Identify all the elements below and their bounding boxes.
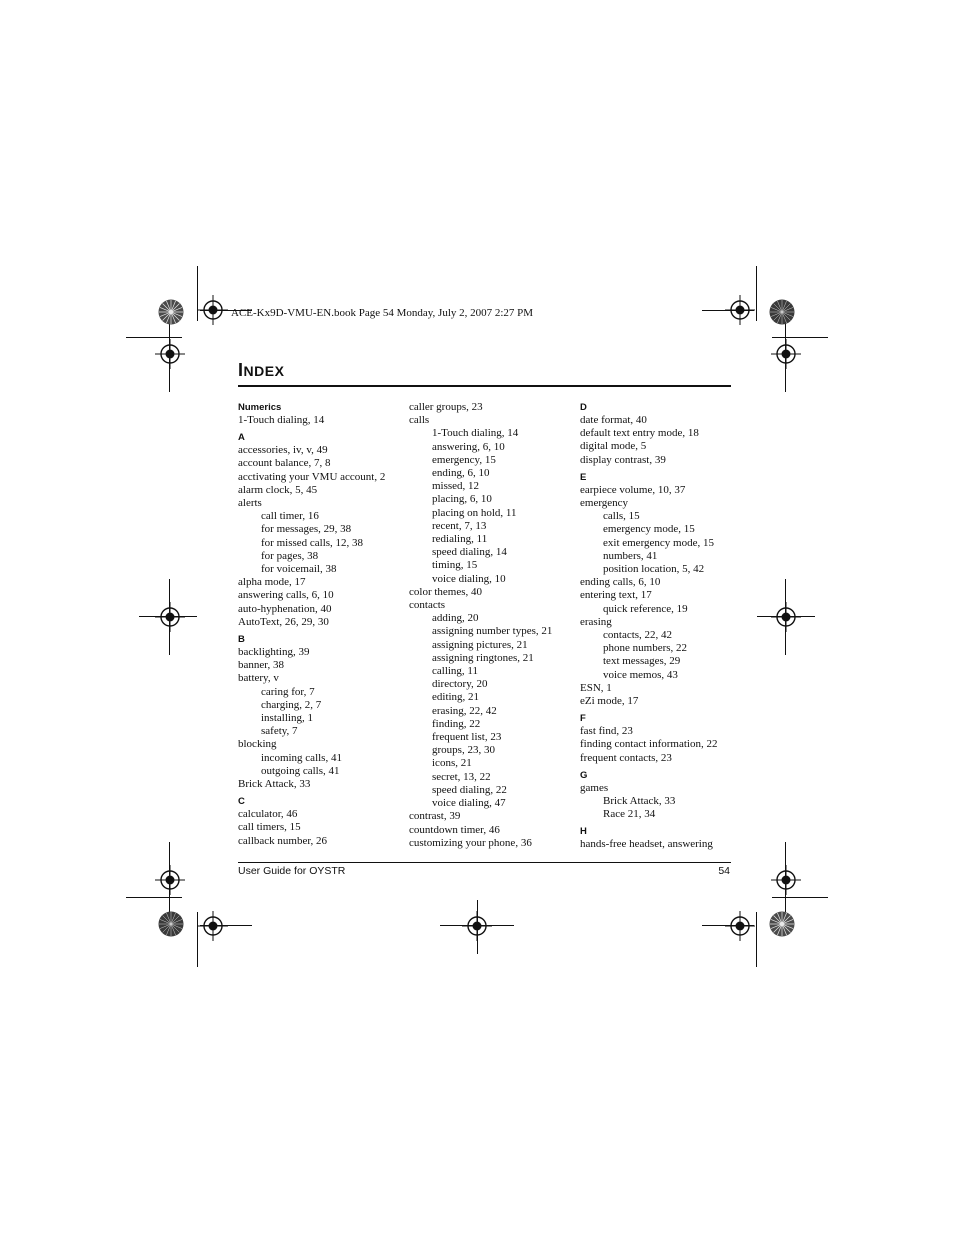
- index-subentry: text messages, 29: [603, 655, 681, 668]
- index-entry: emergency: [580, 497, 629, 510]
- index-subentry: placing on hold, 11: [432, 506, 517, 519]
- index-section-letter: A: [238, 432, 245, 444]
- index-subentry: missed, 12: [432, 480, 480, 493]
- index-subentry: charging, 2, 7: [261, 698, 322, 711]
- index-entry: contacts: [409, 599, 446, 612]
- index-entry: alerts: [238, 497, 262, 510]
- index-subentry: calls, 15: [603, 510, 640, 523]
- index-entry: AutoText, 26, 29, 30: [238, 615, 329, 628]
- index-entry: digital mode, 5: [580, 440, 647, 453]
- index-entry: erasing: [580, 615, 612, 628]
- index-entry: caller groups, 23: [409, 401, 483, 413]
- index-entry: call timers, 15: [238, 821, 301, 834]
- index-subentry: timing, 15: [432, 559, 478, 572]
- starburst-rosette-icon: [769, 911, 795, 937]
- index-subentry: Brick Attack, 33: [603, 795, 676, 808]
- index-subentry: ending, 6, 10: [432, 467, 490, 480]
- index-subentry: assigning ringtones, 21: [432, 651, 534, 664]
- registration-target-icon: [462, 911, 492, 941]
- title-initial: I: [238, 360, 244, 380]
- index-subentry: caring for, 7: [261, 685, 315, 698]
- index-entry: countdown timer, 46: [409, 823, 500, 836]
- index-subentry: speed dialing, 22: [432, 783, 507, 796]
- index-subentry: adding, 20: [432, 612, 479, 625]
- index-subentry: voice dialing, 10: [432, 572, 506, 585]
- title-small-caps: NDEX: [243, 363, 285, 379]
- index-section-letter: E: [580, 471, 587, 483]
- index-subentry: assigning pictures, 21: [432, 638, 528, 651]
- starburst-rosette-icon: [158, 911, 184, 937]
- index-subentry: redialing, 11: [432, 533, 488, 546]
- page-number: 54: [718, 865, 730, 877]
- index-subentry: directory, 20: [432, 678, 488, 691]
- index-entry: auto-hyphenation, 40: [238, 602, 332, 615]
- index-entry: accessories, iv, v, 49: [238, 444, 328, 457]
- index-subentry: icons, 21: [432, 757, 472, 770]
- print-slug-line: ACE-Kx9D-VMU-EN.book Page 54 Monday, July 2, 2007 2:27 PM: [231, 307, 534, 319]
- index-subentry: erasing, 22, 42: [432, 704, 497, 717]
- footer-rule: [238, 862, 731, 863]
- registration-target-icon: [198, 911, 228, 941]
- index-section-letter: Numerics: [238, 402, 282, 413]
- index-entry: frequent contacts, 23: [580, 751, 672, 764]
- index-subentry: installing, 1: [261, 712, 313, 725]
- index-column-2: [409, 401, 552, 850]
- index-entry: customizing your phone, 36: [409, 836, 532, 849]
- index-subentry: emergency mode, 15: [603, 523, 695, 536]
- index-entry: eZi mode, 17: [580, 695, 639, 708]
- starburst-rosette-icon: [769, 299, 795, 325]
- index-entry: callback number, 26: [238, 834, 328, 847]
- index-entry: answering calls, 6, 10: [238, 589, 334, 602]
- index-entry: calculator, 46: [238, 808, 298, 821]
- index-section-letter: B: [238, 634, 245, 646]
- index-subentry: calling, 11: [432, 665, 479, 678]
- index-entry: fast find, 23: [580, 725, 633, 738]
- index-subentry: incoming calls, 41: [261, 751, 342, 764]
- registration-target-icon: [155, 602, 185, 632]
- index-entry: hands-free headset, answering: [580, 838, 713, 851]
- index-section-letter: H: [580, 826, 587, 838]
- index-subentry: for pages, 38: [261, 549, 319, 562]
- index-entry: ending calls, 6, 10: [580, 576, 661, 589]
- index-subentry: 1-Touch dialing, 14: [432, 427, 519, 440]
- index-subentry: recent, 7, 13: [432, 519, 487, 532]
- index-section-letter: C: [238, 796, 245, 808]
- index-subentry: safety, 7: [261, 725, 298, 738]
- index-subentry: groups, 23, 30: [432, 744, 495, 757]
- registration-target-icon: [725, 911, 755, 941]
- index-subentry: call timer, 16: [261, 510, 319, 523]
- index-subentry: finding, 22: [432, 717, 481, 730]
- index-entry: entering text, 17: [580, 589, 652, 602]
- index-subentry: position location, 5, 42: [603, 563, 705, 576]
- index-subentry: frequent list, 23: [432, 731, 502, 744]
- index-entry: Brick Attack, 33: [238, 778, 311, 791]
- index-subentry: voice memos, 43: [603, 668, 678, 681]
- index-subentry: for voicemail, 38: [261, 563, 337, 576]
- index-entry: finding contact information, 22: [580, 738, 718, 751]
- index-subentry: numbers, 41: [603, 549, 658, 562]
- index-entry: 1-Touch dialing, 14: [238, 414, 325, 426]
- index-subentry: for messages, 29, 38: [261, 523, 352, 536]
- index-entry: contrast, 39: [409, 810, 461, 823]
- page-title: [238, 360, 284, 381]
- index-entry: default text entry mode, 18: [580, 427, 699, 440]
- registration-target-icon: [725, 295, 755, 325]
- index-entry: banner, 38: [238, 659, 284, 672]
- index-subentry: Race 21, 34: [603, 808, 656, 821]
- index-subentry: quick reference, 19: [603, 602, 688, 615]
- index-entry: acctivating your VMU account, 2: [238, 470, 386, 483]
- index-entry: earpiece volume, 10, 37: [580, 483, 686, 496]
- index-subentry: for missed calls, 12, 38: [261, 536, 364, 549]
- index-subentry: contacts, 22, 42: [603, 629, 673, 642]
- registration-target-icon: [771, 339, 801, 369]
- index-subentry: phone numbers, 22: [603, 642, 688, 655]
- index-section-letter: D: [580, 402, 587, 413]
- index-subentry: placing, 6, 10: [432, 493, 492, 506]
- registration-target-icon: [198, 295, 228, 325]
- index-entry: calls: [409, 414, 430, 427]
- index-entry: ESN, 1: [580, 681, 612, 694]
- index-column-3: [580, 401, 717, 852]
- registration-target-icon: [155, 865, 185, 895]
- registration-target-icon: [771, 865, 801, 895]
- index-section-letter: G: [580, 769, 588, 781]
- index-section-letter: F: [580, 713, 586, 725]
- index-subentry: exit emergency mode, 15: [603, 536, 714, 549]
- index-entry: alpha mode, 17: [238, 576, 306, 589]
- starburst-rosette-icon: [158, 299, 184, 325]
- registration-target-icon: [771, 602, 801, 632]
- index-entry: alarm clock, 5, 45: [238, 483, 318, 496]
- title-rule: [238, 385, 731, 387]
- index-subentry: assigning number types, 21: [432, 625, 553, 638]
- index-subentry: speed dialing, 14: [432, 546, 507, 559]
- index-entry: battery, v: [238, 672, 279, 685]
- index-subentry: voice dialing, 47: [432, 797, 506, 810]
- index-subentry: outgoing calls, 41: [261, 764, 340, 777]
- index-entry: date format, 40: [580, 414, 647, 426]
- index-entry: blocking: [238, 738, 277, 751]
- footer-guide-title: User Guide for OYSTR: [238, 865, 346, 877]
- registration-target-icon: [155, 339, 185, 369]
- index-entry: backlighting, 39: [238, 646, 310, 659]
- index-subentry: answering, 6, 10: [432, 440, 505, 453]
- index-entry: account balance, 7, 8: [238, 457, 331, 470]
- index-subentry: emergency, 15: [432, 453, 496, 466]
- index-subentry: secret, 13, 22: [432, 770, 491, 783]
- index-subentry: editing, 21: [432, 691, 480, 704]
- index-entry: color themes, 40: [409, 585, 483, 598]
- index-entry: games: [580, 781, 609, 794]
- index-entry: display contrast, 39: [580, 453, 666, 466]
- index-column-1: [238, 401, 385, 848]
